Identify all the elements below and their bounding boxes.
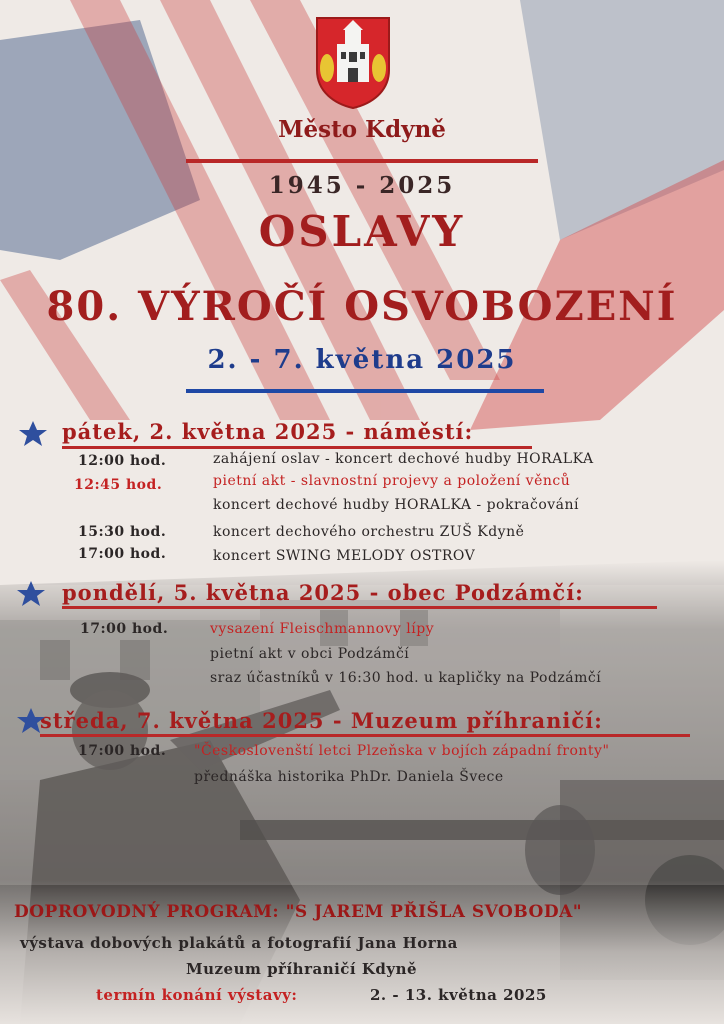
event-time: 17:00 hod. — [80, 621, 169, 637]
event-text: koncert dechové hudby HORALKA - pokračování — [213, 497, 580, 513]
accompanying-program-heading: DOPROVODNÝ PROGRAM: "S JAREM PŘIŠLA SVOBODA" — [14, 902, 583, 922]
blue-divider — [186, 389, 544, 393]
event-text: koncert dechového orchestru ZUŠ Kdyně — [213, 524, 525, 540]
event-text: zahájení oslav - koncert dechové hudby HORALKA — [213, 451, 594, 467]
anniversary-years: 1945 - 2025 — [268, 172, 456, 199]
exhibition-description: výstava dobových plakátů a fotografií Jana Horna — [20, 934, 458, 952]
day-underline — [62, 606, 657, 609]
event-text: vysazení Fleischmannovy lípy — [210, 621, 435, 637]
exhibition-term-dates: 2. - 13. května 2025 — [370, 986, 547, 1004]
red-divider — [186, 159, 538, 163]
star-icon — [16, 706, 46, 736]
event-time: 12:45 hod. — [74, 477, 163, 493]
exhibition-term-label: termín konání výstavy: — [96, 986, 298, 1004]
city-coat-of-arms — [313, 14, 393, 110]
day-heading-monday: pondělí, 5. května 2025 - obec Podzámčí: — [62, 580, 584, 605]
event-text: přednáška historika PhDr. Daniela Švece — [194, 769, 504, 785]
event-time: 17:00 hod. — [78, 546, 167, 562]
exhibition-venue: Muzeum příhraničí Kdyně — [186, 960, 418, 978]
event-text: sraz účastníků v 16:30 hod. u kapličky na Podzámčí — [210, 670, 602, 686]
day-heading-wednesday: středa, 7. května 2025 - Muzeum příhraničí: — [40, 708, 603, 733]
event-dates: 2. - 7. května 2025 — [207, 345, 517, 375]
event-text: pietní akt v obci Podzámčí — [210, 646, 410, 662]
title-celebrations: OSLAVY — [258, 207, 466, 256]
city-name: Město Kdyně — [278, 116, 446, 143]
event-text: "Českoslovenští letci Plzeňska v bojích západní fronty" — [194, 743, 610, 759]
event-time: 12:00 hod. — [78, 453, 167, 469]
title-anniversary: 80. VÝROČÍ OSVOBOZENÍ — [46, 283, 678, 330]
star-icon — [16, 579, 46, 609]
event-time: 15:30 hod. — [78, 524, 167, 540]
event-text: pietní akt - slavnostní projevy a položení věnců — [213, 473, 571, 489]
day-heading-friday: pátek, 2. května 2025 - náměstí: — [62, 419, 474, 444]
event-text: koncert SWING MELODY OSTROV — [213, 548, 476, 564]
day-underline — [40, 734, 690, 737]
star-icon — [18, 419, 48, 449]
event-time: 17:00 hod. — [78, 743, 167, 759]
day-underline — [62, 446, 532, 449]
